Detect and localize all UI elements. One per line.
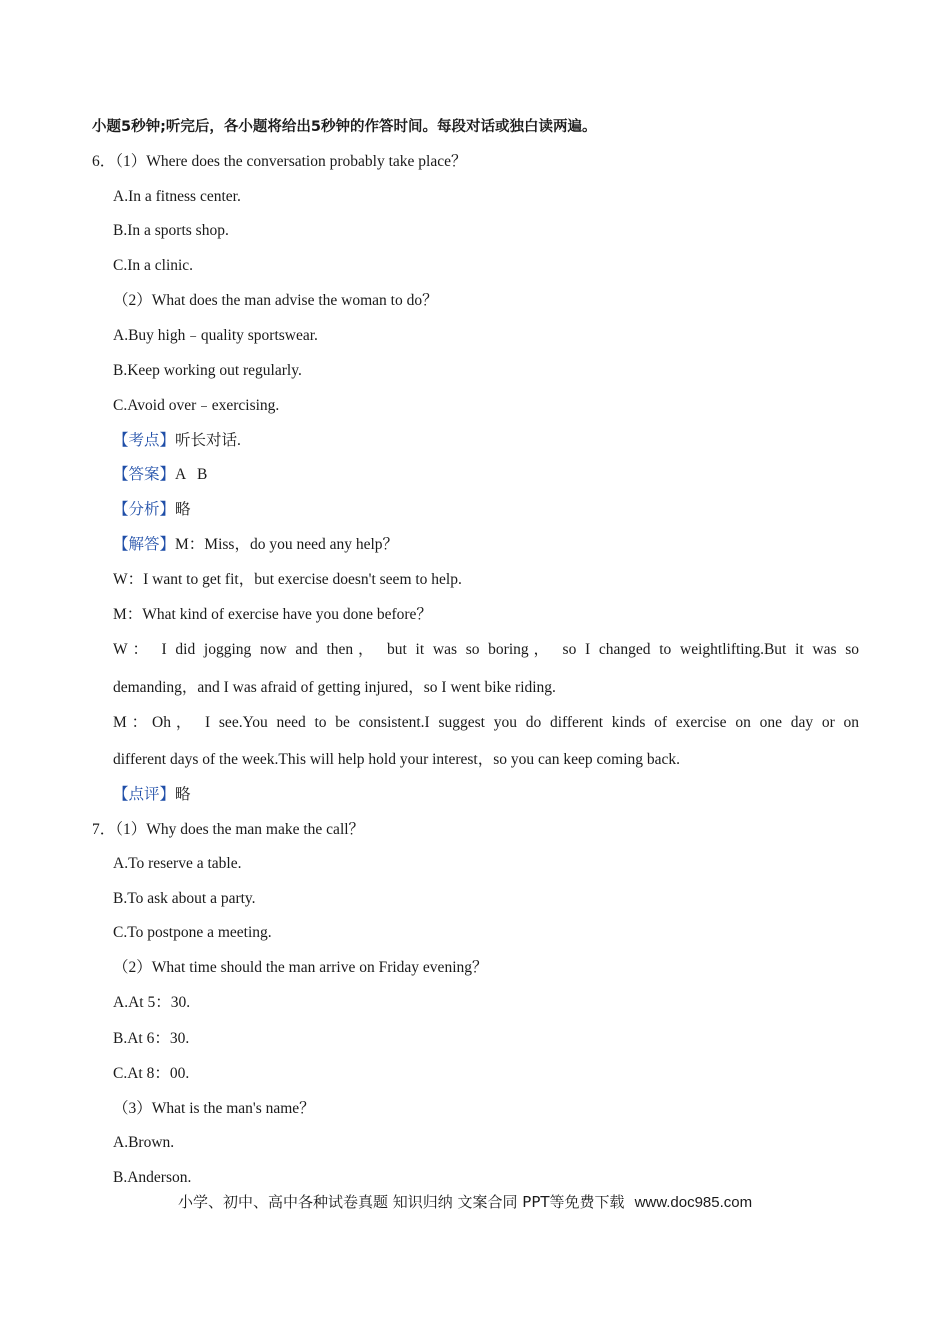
question-6-part-2: （2）What does the man advise the woman to do？ [113,292,438,309]
option-c: C.To postpone a meeting. [113,924,272,941]
analysis-row [113,500,191,520]
option-a: A.To reserve a table. [113,855,242,872]
question-7-part-3: （3）What is the man's name？ [113,1100,315,1117]
comment-text: 略 [175,786,191,803]
option-b: B.At 6：30. [113,1030,190,1047]
dialogue-line: W：I want to get fit，but exercise doesn't seem to help. [113,571,462,588]
comment-tag: 【点评】 [113,786,176,803]
section-instructions: 小题5秒钟;听完后，各小题将给出5秒钟的作答时间。每段对话或独白读两遍。 [92,119,597,135]
question-number: 7． [92,821,116,838]
footer-site: www.doc985.com [634,1194,753,1211]
kaodian-row [113,431,241,451]
kaodian-text: 听长对话. [175,432,241,449]
comment-row [113,785,191,805]
option-a: A.Buy high﹣quality sportswear. [113,327,318,344]
question-7-part-2: （2）What time should the man arrive on Friday evening？ [113,959,488,976]
option-b: B.In a sports shop. [113,222,229,239]
option-a: A.At 5：30. [113,994,191,1011]
option-a: A.In a fitness center. [113,188,241,205]
solution-tag: 【解答】 [113,536,176,553]
question-text: （1）Where does the conversation probably take place？ [115,153,467,170]
kaodian-tag: 【考点】 [113,432,176,449]
answer-tag: 【答案】 [113,466,176,483]
option-b: B.Keep working out regularly. [113,362,302,379]
dialogue-line-continued: demanding，and I was afraid of getting injured，so I went bike riding. [113,679,556,696]
option-c: C.At 8：00. [113,1065,190,1082]
answer-text: A B [175,466,208,483]
option-c: C.In a clinic. [113,257,194,274]
question-number: 6． [92,153,116,170]
solution-row [113,535,398,555]
option-a: A.Brown. [113,1134,175,1151]
dialogue-line: M：Miss，do you need any help？ [175,536,399,553]
option-c: C.Avoid over﹣exercising. [113,397,280,414]
question-7-part-1 [92,820,364,840]
answer-row [113,465,207,485]
option-b: B.Anderson. [113,1169,192,1186]
analysis-text: 略 [175,501,191,518]
analysis-tag: 【分析】 [113,501,176,518]
footer-text: 小学、初中、高中各种试卷真题 知识归纳 文案合同 PPT等免费下载 [178,1193,625,1211]
question-6-part-1 [92,152,466,172]
question-text: （1）Why does the man make the call？ [115,821,365,838]
dialogue-line: W： I did jogging now and then， but it was so boring， so I changed to weightlifting.But it was so [113,641,859,658]
option-b: B.To ask about a party. [113,890,256,907]
dialogue-line: M：What kind of exercise have you done before？ [113,606,432,623]
dialogue-line-continued: different days of the week.This will help hold your interest，so you can keep coming back. [113,751,681,768]
page-footer [178,1191,752,1212]
dialogue-line: M：Oh， I see.You need to be consistent.I suggest you do different kinds of exercise on one day or on [113,714,859,731]
